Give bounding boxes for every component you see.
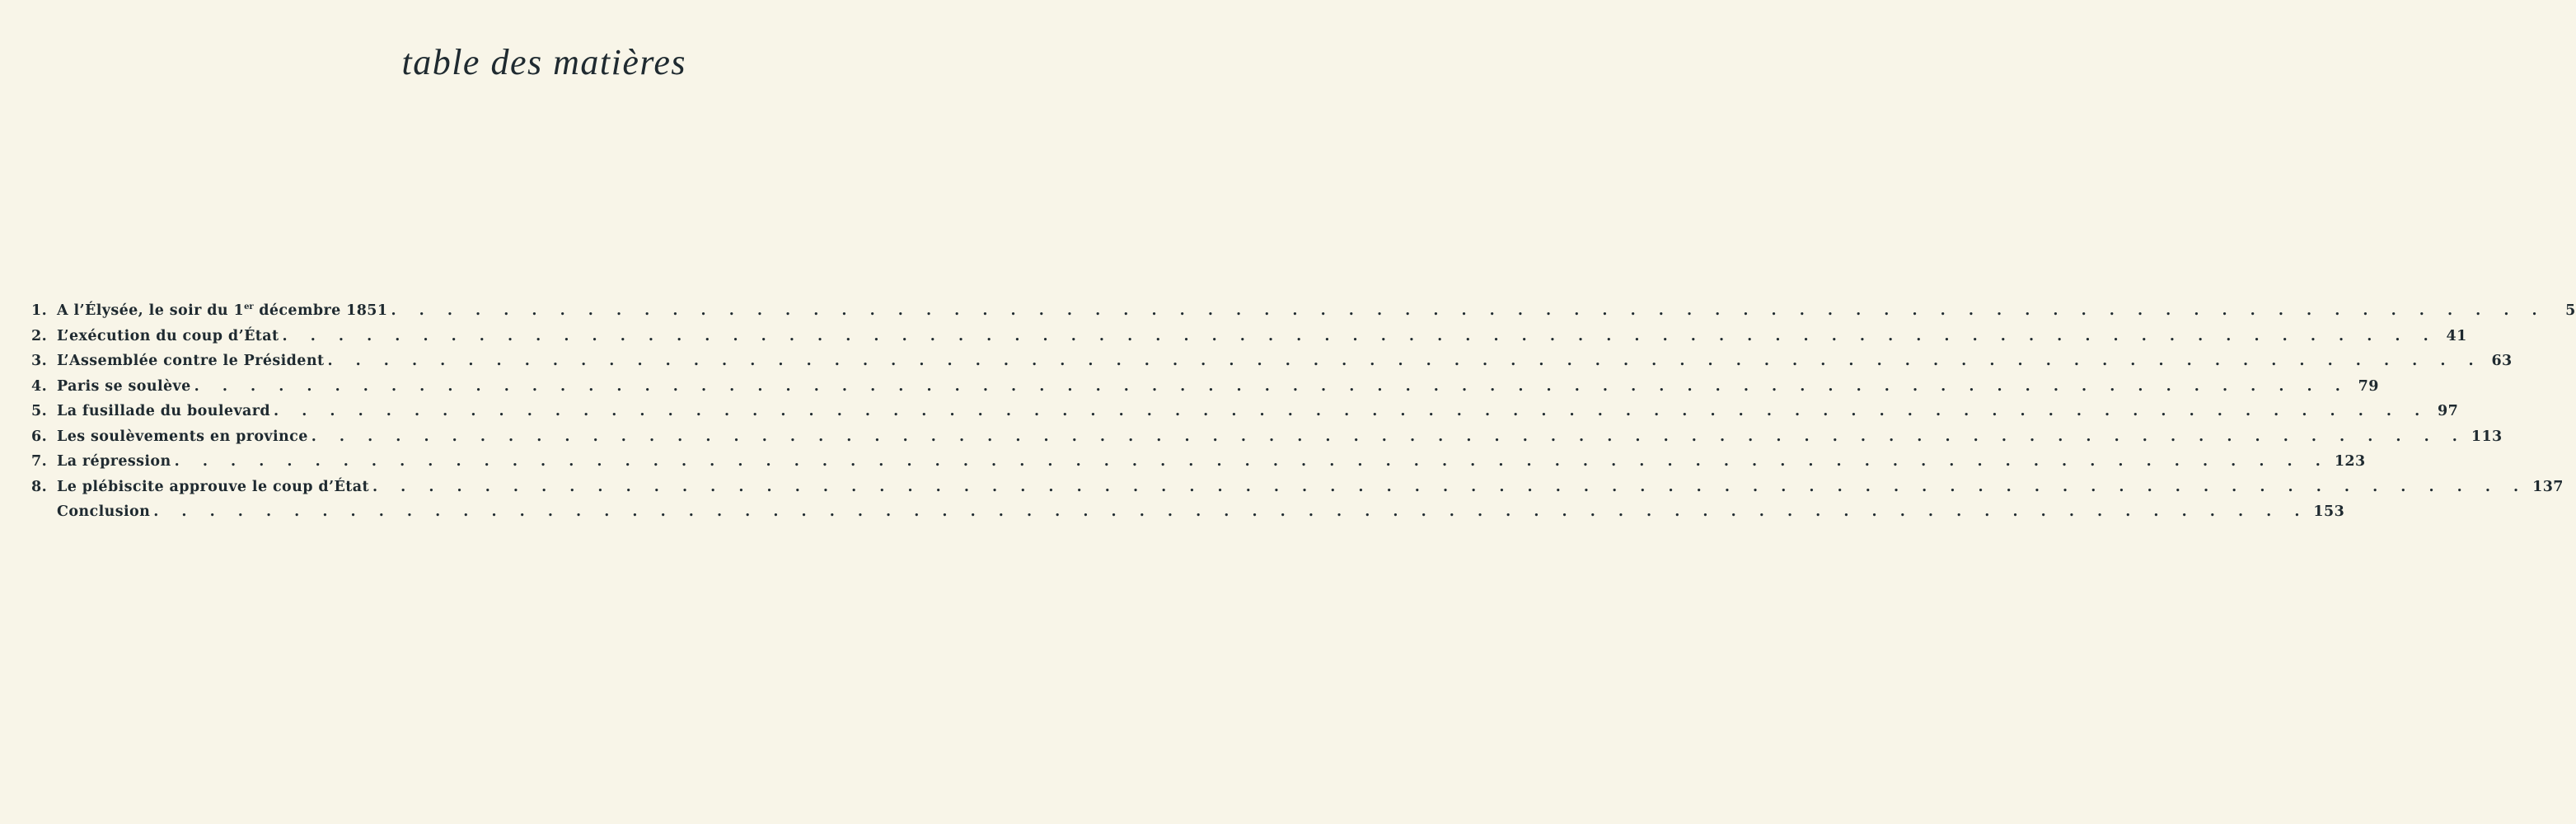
page-number: 123 [2334,453,2366,470]
superscript: er [244,302,254,311]
dot-leader: . . . . . . . . . . . . . . . . . . . . . . . . . . . . . . . . . . . . . . . . . . . . . . . . . . . . . . . . . . . . . . . . . . . . . . . . . . . . . [311,428,2466,445]
toc-entry [31,327,2467,353]
page-number: 79 [2358,377,2379,395]
chapter-number: 8. [31,478,48,495]
page-number: 97 [2438,403,2459,419]
chapter-number: 4. [31,377,48,395]
dot-leader: . . . . . . . . . . . . . . . . . . . . . . . . . . . . . . . . . . . . . . . . . . . . . . . . . . . . . . . . . . . . . . . . . . . . . . . . . . . . . [372,478,2528,495]
chapter-title: Le plébiscite approuve le coup d’État [57,478,369,495]
toc-entry [31,302,2576,328]
chapter-number: 6. [31,428,48,445]
dot-leader: . . . . . . . . . . . . . . . . . . . . . . . . . . . . . . . . . . . . . . . . . . . . . . . . . . . . . . . . . . . . . . . . . . . . . . . . . . . . . [274,403,2429,419]
toc-entry [31,503,2345,529]
chapter-title: A l’Élysée, le soir du 1er décembre 1851 [57,302,388,319]
page-number: 5 [2565,302,2576,319]
dot-leader: . . . . . . . . . . . . . . . . . . . . . . . . . . . . . . . . . . . . . . . . . . . . . . . . . . . . . . . . . . . . . . . . . . . . . . . . . . . . . [282,327,2438,344]
dot-leader: . . . . . . . . . . . . . . . . . . . . . . . . . . . . . . . . . . . . . . . . . . . . . . . . . . . . . . . . . . . . . . . . . . . . . . . . . . . . . [174,453,2330,470]
chapter-title: La répression [57,453,171,470]
page-number: 63 [2491,353,2513,369]
dot-leader: . . . . . . . . . . . . . . . . . . . . . . . . . . . . . . . . . . . . . . . . . . . . . . . . . . . . . . . . . . . . . . . . . . . . . . . . . . . . . [153,503,2309,520]
chapter-number: 7. [31,453,48,470]
chapter-number: 1. [31,302,48,319]
chapter-title: L’Assemblée contre le Président [57,353,325,369]
page-number: 153 [2313,503,2345,520]
toc-entry [31,377,2379,404]
toc-entry [31,453,2366,479]
chapter-number: 3. [31,353,48,369]
dot-leader: . . . . . . . . . . . . . . . . . . . . . . . . . . . . . . . . . . . . . . . . . . . . . . . . . . . . . . . . . . . . . . . . . . . . . . . . . . . . . [391,302,2546,319]
chapter-title: Paris se soulève [57,377,191,395]
chapter-title: Les soulèvements en province [57,428,308,445]
toc-entry [31,478,2564,504]
chapter-title: La fusillade du boulevard [57,403,271,419]
dot-leader: . . . . . . . . . . . . . . . . . . . . . . . . . . . . . . . . . . . . . . . . . . . . . . . . . . . . . . . . . . . . . . . . . . . . . . . . . . . . . [327,353,2483,369]
dot-leader: . . . . . . . . . . . . . . . . . . . . . . . . . . . . . . . . . . . . . . . . . . . . . . . . . . . . . . . . . . . . . . . . . . . . . . . . . . . . . [194,377,2349,395]
toc-entry [31,353,2513,378]
chapter-number: 2. [31,327,48,344]
table-of-contents [31,302,2576,529]
chapter-title: Conclusion [57,503,151,520]
page-title: table des matières [401,42,686,82]
toc-entry [31,403,2459,428]
chapter-number: 5. [31,403,48,419]
toc-entry [31,428,2503,454]
page-number: 113 [2471,428,2503,445]
page-number: 41 [2446,327,2467,344]
page-number: 137 [2532,478,2564,495]
chapter-title: L’exécution du coup d’État [57,327,279,344]
